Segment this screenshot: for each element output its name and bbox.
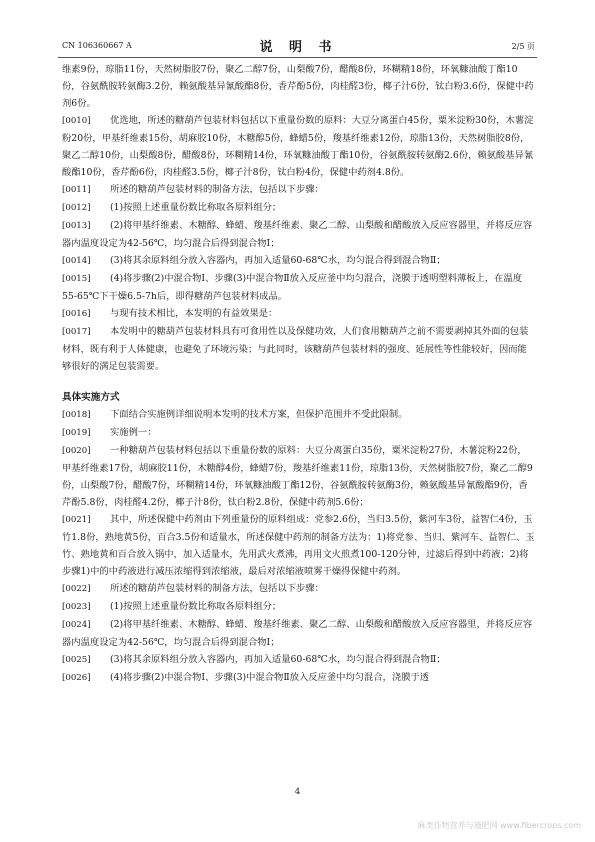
paragraph xyxy=(62,217,535,252)
paragraph-text: 实施例一： xyxy=(110,427,157,438)
paragraph-number: [0016] xyxy=(62,309,91,319)
paragraph-group-summary xyxy=(62,112,535,375)
paragraph-number: [0018] xyxy=(62,410,91,420)
paragraph xyxy=(62,651,535,669)
paragraph-text: 本发明中的糖葫芦包装材料具有可食用性以及保健功效，人们食用糖葫芦之前不需要剥掉其外面的包装材料，既有利于人体健康，也避免了环境污染；与此同时，该糖葫芦包装材料的强度、延展性等性能较好，因而能够很好的满足包装需要。 xyxy=(62,326,529,372)
paragraph xyxy=(62,616,535,651)
paragraph xyxy=(62,181,535,199)
paragraph-number: [0013] xyxy=(62,221,91,231)
paragraph-text: 一种糖葫芦包装材料包括以下重量份数的原料：大豆分离蛋白35份，粟米淀粉27份，木薯淀粉22份，甲基纤维素17份，胡麻胶11份，木糖醇4份，蜂蜡7份，羧基纤维素11份，琼脂13份，天然树脂胶7份，聚乙二醇9份，山梨酸7份，醋酸7份，环糊精14份，环氧糠油酸丁酯12份，谷氨酰胺转氨酶3份，赖氨酸基异氰酸酯9份，香芹酚5.8份，肉桂醛4.2份，椰子汁8份，钛白粉2.8份，保健中药剂5.6份； xyxy=(62,445,533,508)
paragraph xyxy=(62,580,535,598)
paragraph xyxy=(62,442,535,511)
paragraph xyxy=(62,252,535,270)
paragraph-number: [0017] xyxy=(62,327,91,337)
paragraph-text: (1)按照上述重量份数比称取各原料组分； xyxy=(110,202,282,213)
paragraph-number: [0022] xyxy=(62,584,91,594)
paragraph-text: 所述的糖葫芦包装材料的制备方法，包括以下步骤： xyxy=(110,583,324,594)
paragraph xyxy=(62,112,535,181)
header-divider xyxy=(58,57,537,58)
paragraph-number: [0014] xyxy=(62,256,91,266)
paragraph xyxy=(62,305,535,323)
watermark: 麻类作物营养与施肥网 www.fibercrops.com xyxy=(417,821,581,830)
paragraph-text: (4)将步骤(2)中混合物Ⅰ、步骤(3)中混合物Ⅱ放入反应釜中均匀混合，浇膜于透明塑料薄板上，在温度55-65℃下干燥6.5-7h后，即得糖葫芦包装材料成品。 xyxy=(62,273,523,302)
paragraph-number: [0011] xyxy=(62,185,91,195)
paragraph xyxy=(62,424,535,442)
paragraph xyxy=(62,669,535,687)
paragraph-text: (3)将其余原料组分放入容器内，再加入适量60-68℃水，均匀混合得到混合物Ⅱ； xyxy=(110,255,446,266)
paragraph xyxy=(62,323,535,375)
paragraph-number: [0021] xyxy=(62,515,91,525)
document-number: CN 106360667 A xyxy=(62,41,132,50)
section-title: 具体实施方式 xyxy=(62,392,120,403)
paragraph xyxy=(62,199,535,217)
continuation-text: 维素9份，琼脂11份，天然树脂胶7份，聚乙二醇7份，山梨酸7份，醋酸8份，环糊精18份，环氧糠油酸丁酯10份，谷氨酰胺转氨酶3.2份，赖氨酸基异氰酸酯8份，香芹酚5份，肉桂醛3份，椰子汁6份，钛白粉3.6份，保健中药剂6份。 xyxy=(62,64,534,109)
page-number: 4 xyxy=(294,787,301,797)
paragraph-text: (3)将其余原料组分放入容器内，再加入适量60-68℃水，均匀混合得到混合物Ⅱ； xyxy=(110,654,446,665)
paragraph-number: [0020] xyxy=(62,446,91,456)
paragraph-number: [0012] xyxy=(62,203,91,213)
paragraph xyxy=(62,598,535,616)
paragraph xyxy=(62,406,535,424)
paragraph xyxy=(62,511,535,580)
section-gap xyxy=(62,375,535,389)
paragraph-number: [0023] xyxy=(62,602,91,612)
paragraph-text: 与现有技术相比，本发明的有益效果是： xyxy=(110,308,278,319)
paragraph-text: 所述的糖葫芦包装材料的制备方法，包括以下步骤： xyxy=(110,184,324,195)
paragraph-group-embodiment xyxy=(62,406,535,687)
paragraph-text: (2)将甲基纤维素、木糖醇、蜂蜡、羧基纤维素、聚乙二醇、山梨酸和醋酸放入反应容器里，并将反应容器内温度设定为42-56℃，均匀混合后得到混合物Ⅰ； xyxy=(62,220,533,249)
paragraph-number: [0026] xyxy=(62,673,91,683)
paragraph-text: 下面结合实施例详细说明本发明的技术方案，但保护范围并不受此限制。 xyxy=(110,409,408,420)
paragraph-text: (1)按照上述重量份数比称取各原料组分； xyxy=(110,601,282,612)
paragraph-number: [0025] xyxy=(62,655,91,665)
paragraph-text: (2)将甲基纤维素、木糖醇、蜂蜡、羧基纤维素、聚乙二醇、山梨酸和醋酸放入反应容器里，并将反应容器内温度设定为42-56℃，均匀混合后得到混合物Ⅰ； xyxy=(62,619,533,648)
paragraph-number: [0010] xyxy=(62,116,91,126)
page-info: 2/5 页 xyxy=(511,42,535,51)
page-header xyxy=(62,36,535,56)
paragraph-number: [0015] xyxy=(62,274,91,284)
document-title: 说 明 书 xyxy=(259,40,338,55)
paragraph-text: (4)将步骤(2)中混合物Ⅰ、步骤(3)中混合物Ⅱ放入反应釜中均匀混合，浇膜于透 xyxy=(110,672,430,683)
paragraph-number: [0024] xyxy=(62,620,91,630)
paragraph xyxy=(62,270,535,305)
paragraph-number: [0019] xyxy=(62,428,91,438)
document-body xyxy=(62,61,535,687)
paragraph-text: 优选地，所述的糖葫芦包装材料包括以下重量份数的原料：大豆分离蛋白45份，粟米淀粉30份，木薯淀粉20份，甲基纤维素15份，胡麻胶10份，木糖醇5份，蜂蜡5份，羧基纤维素12份，琼脂13份，天然树脂胶8份，聚乙二醇10份，山梨酸8份，醋酸8份，环糊精14份，环氧糠油酸丁酯10份，谷氨酰胺转氨酶2.6份，赖氨酸基异氰酸酯10份，香芹酚6份，肉桂醛3.5份，椰子汁8份，钛白粉4份，保健中药剂4.8份。 xyxy=(62,115,534,178)
paragraph-text: 其中，所述保健中药剂由下列重量份的原料组成：党参2.6份，当归3.5份，紫河车3份，益智仁4份，玉竹1.8份，熟地黄5份，百合3.5份和适量水，所述保健中药剂的制备方法为：1)将党参、当归、紫河车、益智仁、玉竹、熟地黄和百合放入锅中，加入适量水，先用武火煮沸，再用文火煎煮100-120分钟，过滤后得到中药液；2)将步骤1)中的中药液进行减压浓缩得到浓缩液，最后对浓缩液喷雾干燥得保健中药剂。 xyxy=(62,514,535,577)
